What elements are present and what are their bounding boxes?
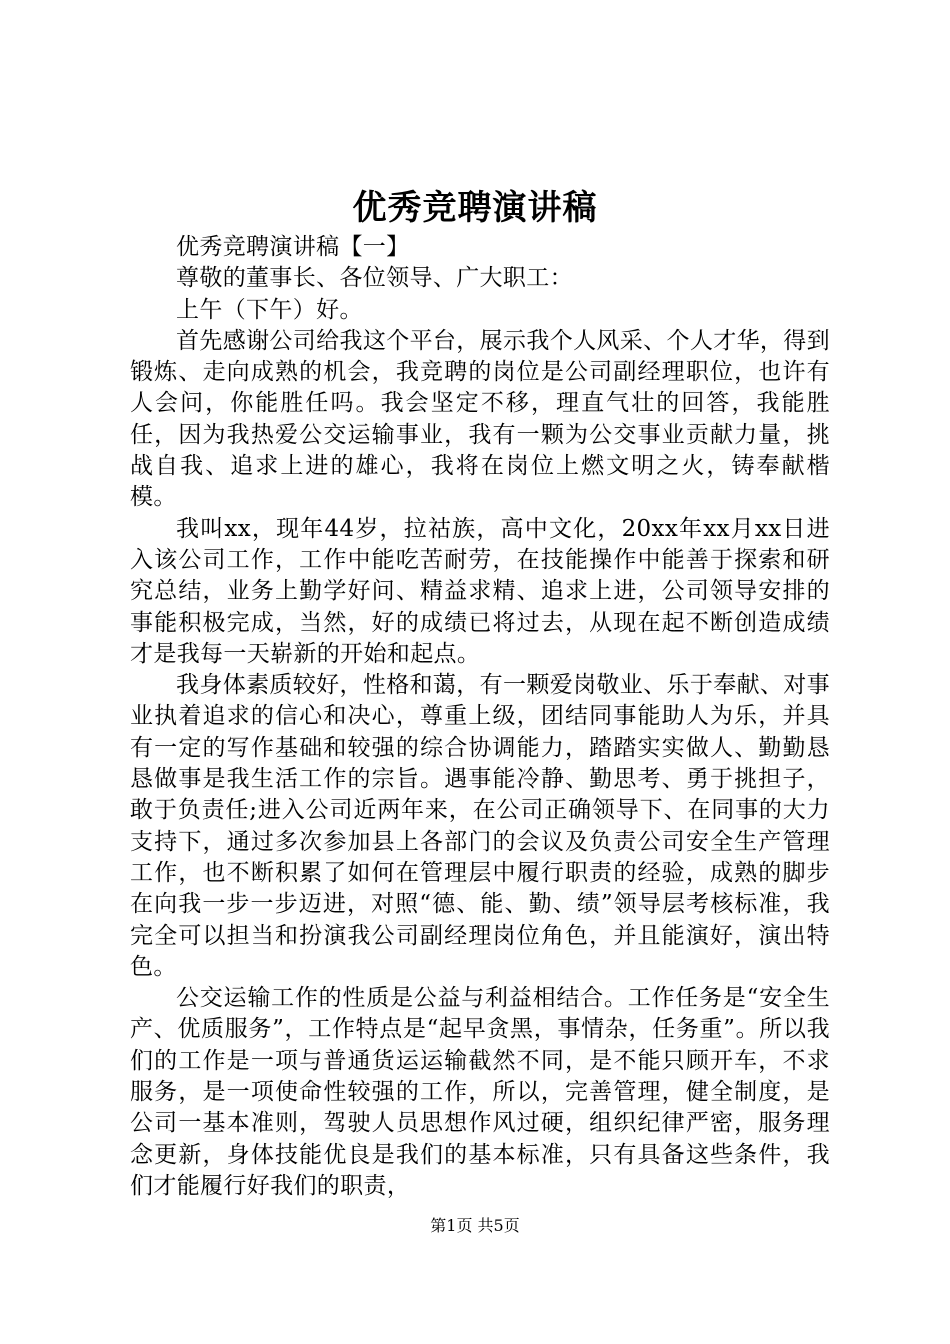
paragraph-introduction: 首先感谢公司给我这个平台，展示我个人风采、个人才华，得到锻炼、走向成熟的机会，我竞聘的岗位是公司副经理职位，也许有人会问，你能胜任吗。我会坚定不移，理直气壮的回答，我能胜任，因为我热爱公交运输事业，我有一颗为公交事业贡献力量，挑战自我、追求上进的雄心，我将在岗位上燃文明之火，铸奉献楷模。	[130, 327, 830, 511]
paragraph-salutation: 尊敬的董事长、各位领导、广大职工：	[176, 265, 573, 292]
paragraph-qualities: 我身体素质较好，性格和蔼，有一颗爱岗敬业、乐于奉献、对事业执着追求的信心和决心，尊重上级，团结同事能助人为乐，并具有一定的写作基础和较强的综合协调能力，踏踏实实做人、勤勤恳恳做事是我生活工作的宗旨。遇事能冷静、勤思考、勇于挑担子，敢于负责任;进入公司近两年来，在公司正确领导下、在同事的大力支持下，通过多次参加县上各部门的会议及负责公司安全生产管理工作，也不断积累了如何在管理层中履行职责的经验，成熟的脚步在向我一步一步迈进，对照“德、能、勤、绩”领导层考核标准，我完全可以担当和扮演我公司副经理岗位角色，并且能演好，演出特色。	[130, 672, 830, 980]
document-body	[130, 232, 830, 1202]
paragraph-personal-info: 我叫xx，现年44岁，拉祜族，高中文化，20xx年xx月xx日进入该公司工作，工作中能吃苦耐劳，在技能操作中能善于探索和研究总结，业务上勤学好问、精益求精、追求上进，公司领导安排的事能积极完成，当然，好的成绩已将过去，从现在起不断创造成绩才是我每一天崭新的开始和起点。	[130, 515, 830, 667]
paragraph-work-nature: 公交运输工作的性质是公益与利益相结合。工作任务是“安全生产、优质服务”，工作特点是“起早贪黑，事情杂，任务重”。所以我们的工作是一项与普通货运运输截然不同，是不能只顾开车，不求服务，是一项使命性较强的工作，所以，完善管理，健全制度，是公司一基本准则，驾驶人员思想作风过硬，组织纪律严密，服务理念更新，身体技能优良是我们的基本标准，只有具备这些条件，我们才能履行好我们的职责，	[130, 985, 830, 1199]
page-number-footer: 第1页 共5页	[430, 1216, 520, 1235]
paragraph-greeting: 上午（下午）好。	[176, 296, 363, 323]
paragraph-heading: 优秀竞聘演讲稿【一】	[176, 234, 410, 260]
document-title: 优秀竞聘演讲稿	[352, 188, 598, 228]
